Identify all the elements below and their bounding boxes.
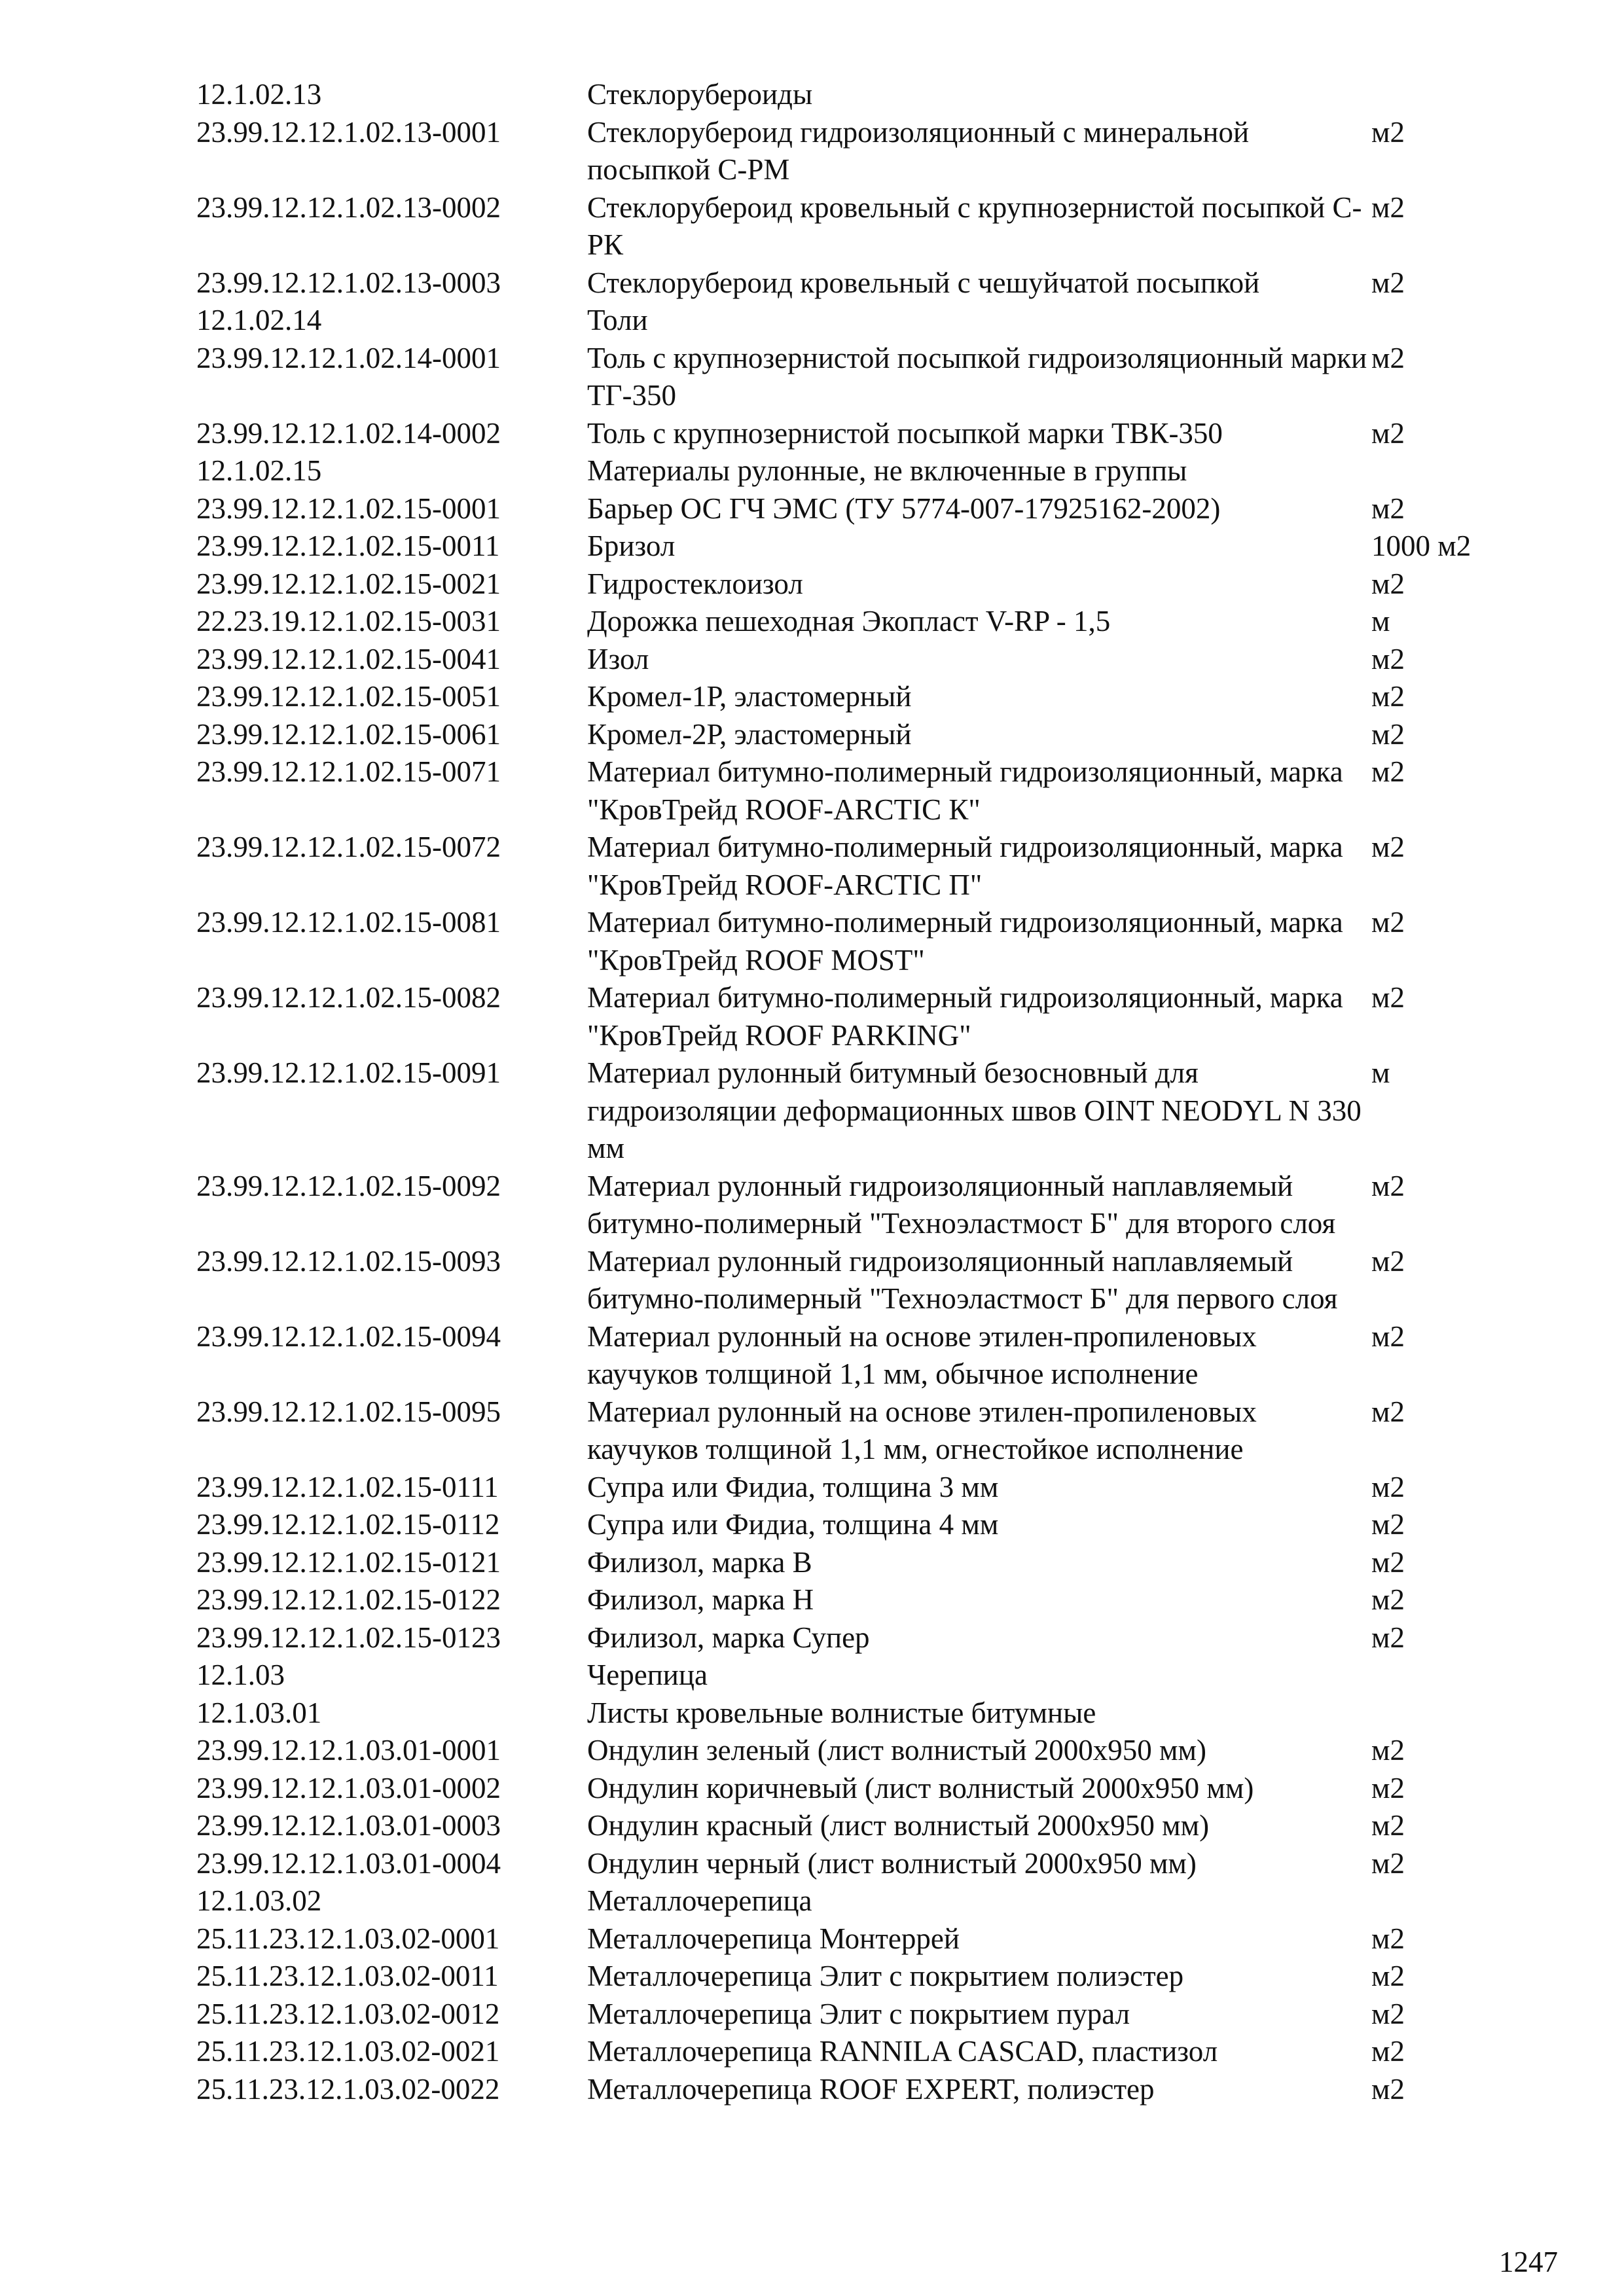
row-code: 25.11.23.12.1.03.02-0001: [196, 1922, 500, 1955]
table-row: [196, 340, 1542, 415]
row-code: 23.99.12.12.1.02.15-0092: [196, 1169, 501, 1202]
row-name: Материалы рулонные, не включенные в группы: [587, 454, 1187, 487]
row-code: 12.1.02.14: [196, 304, 322, 336]
table-row: [196, 1581, 1542, 1619]
row-name: Филизол, марка В: [587, 1545, 812, 1579]
row-name: Листы кровельные волнистые битумные: [587, 1696, 1096, 1729]
row-unit: м2: [1371, 981, 1405, 1014]
row-name: Материал битумно-полимерный гидроизоляционный, марка "КровТрейд ROOF-ARCTIC К": [587, 755, 1343, 826]
row-name: Ондулин красный (лист волнистый 2000х950 мм): [587, 1809, 1210, 1842]
row-unit: м2: [1371, 1621, 1405, 1654]
row-code: 23.99.12.12.1.02.14-0001: [196, 341, 501, 374]
row-code: 23.99.12.12.1.02.15-0112: [196, 1508, 500, 1541]
row-code: 12.1.03.01: [196, 1696, 322, 1729]
table-row: [196, 1770, 1542, 1808]
row-name: Толь с крупнозернистой посыпкой гидроизоляционный марки ТГ-350: [587, 341, 1367, 412]
row-name: Материал рулонный на основе этилен-пропиленовых каучуков толщиной 1,1 мм, огнестойкое исполнение: [587, 1395, 1257, 1465]
row-name: Филизол, марка Н: [587, 1583, 814, 1616]
row-code: 23.99.12.12.1.02.15-0123: [196, 1621, 501, 1654]
row-unit: м2: [1371, 755, 1405, 788]
row-name: Металлочерепица ROOF EXPERT, полиэстер: [587, 2072, 1155, 2106]
row-name: Филизол, марка Супер: [587, 1621, 870, 1654]
row-name: Стеклорубероид кровельный с крупнозернистой посыпкой С-РК: [587, 190, 1362, 261]
row-name: Ондулин коричневый (лист волнистый 2000х950 мм): [587, 1771, 1254, 1804]
table-row: [196, 904, 1542, 979]
table-row: [196, 2071, 1542, 2109]
row-unit: м2: [1371, 1244, 1405, 1278]
row-name: Супра или Фидиа, толщина 4 мм: [587, 1508, 999, 1541]
row-unit: м2: [1371, 1771, 1405, 1804]
row-name: Гидростеклоизол: [587, 567, 803, 600]
row-code: 23.99.12.12.1.03.01-0004: [196, 1846, 501, 1880]
classifier-rows: [196, 76, 1542, 2108]
row-code: 23.99.12.12.1.02.15-0072: [196, 831, 501, 863]
table-row: [196, 641, 1542, 679]
row-code: 23.99.12.12.1.02.15-0091: [196, 1056, 501, 1089]
table-row: [196, 1506, 1542, 1544]
table-row: [196, 1882, 1542, 1920]
row-unit: м2: [1371, 1734, 1405, 1767]
row-unit: м: [1371, 605, 1390, 637]
row-unit: м2: [1371, 115, 1405, 149]
row-unit: м2: [1371, 416, 1405, 450]
row-unit: м2: [1371, 266, 1405, 299]
row-name: Материал битумно-полимерный гидроизоляционный, марка "КровТрейд ROOF-ARCTIC П": [587, 831, 1343, 901]
row-name: Ондулин черный (лист волнистый 2000х950 мм): [587, 1846, 1197, 1880]
row-unit: м2: [1371, 1169, 1405, 1202]
table-row: [196, 490, 1542, 528]
table-row: [196, 1393, 1542, 1469]
table-row: [196, 1845, 1542, 1883]
row-name: Материал рулонный на основе этилен-пропиленовых каучуков толщиной 1,1 мм, обычное исполнение: [587, 1319, 1257, 1390]
row-unit: м2: [1371, 642, 1405, 675]
table-row: [196, 603, 1542, 641]
row-name: Металлочерепица Элит с покрытием пурал: [587, 1997, 1130, 2030]
row-code: 23.99.12.12.1.02.13-0001: [196, 115, 501, 149]
row-unit: 1000 м2: [1371, 529, 1471, 562]
row-code: 23.99.12.12.1.02.15-0094: [196, 1319, 501, 1353]
row-code: 25.11.23.12.1.03.02-0011: [196, 1960, 499, 1992]
row-code: 23.99.12.12.1.02.15-0082: [196, 981, 501, 1014]
row-unit: м2: [1371, 1809, 1405, 1842]
row-unit: [1371, 1695, 1542, 1732]
row-code: 25.11.23.12.1.03.02-0022: [196, 2072, 500, 2106]
row-name: Черепица: [587, 1659, 708, 1691]
row-name: Металлочерепица: [587, 1884, 812, 1917]
row-unit: м2: [1371, 567, 1405, 600]
row-name: Дорожка пешеходная Экопласт V-RP - 1,5: [587, 605, 1111, 637]
table-row: [196, 76, 1542, 114]
table-row: [196, 1732, 1542, 1770]
table-row: [196, 189, 1542, 264]
row-unit: [1371, 76, 1542, 114]
row-name: Изол: [587, 642, 649, 675]
table-row: [196, 829, 1542, 904]
row-name: Металлочерепица Монтеррей: [587, 1922, 960, 1955]
row-unit: м2: [1371, 1319, 1405, 1353]
row-name: Материал битумно-полимерный гидроизоляционный, марка "КровТрейд ROOF PARKING": [587, 981, 1343, 1052]
row-code: 12.1.03.02: [196, 1884, 322, 1917]
table-row: [196, 1996, 1542, 2034]
row-unit: м2: [1371, 492, 1405, 525]
table-row: [196, 302, 1542, 340]
row-code: 23.99.12.12.1.02.15-0021: [196, 567, 501, 600]
row-name: Барьер ОС ГЧ ЭМС (ТУ 5774-007-17925162-2002): [587, 492, 1221, 525]
table-row: [196, 452, 1542, 490]
table-row: [196, 979, 1542, 1054]
row-unit: м2: [1371, 341, 1405, 374]
table-row: [196, 716, 1542, 754]
row-unit: м2: [1371, 1922, 1405, 1955]
table-row: [196, 1695, 1542, 1732]
row-unit: [1371, 452, 1542, 490]
row-unit: м2: [1371, 190, 1405, 224]
table-row: [196, 1168, 1542, 1243]
row-unit: м2: [1371, 1960, 1405, 1992]
row-name: Толь с крупнозернистой посыпкой марки ТВК-350: [587, 416, 1223, 450]
row-unit: м2: [1371, 2072, 1405, 2106]
row-code: 25.11.23.12.1.03.02-0012: [196, 1997, 500, 2030]
row-code: 23.99.12.12.1.02.13-0002: [196, 190, 501, 224]
table-row: [196, 1243, 1542, 1318]
row-unit: м2: [1371, 1395, 1405, 1428]
row-name: Кромел-1Р, эластомерный: [587, 680, 912, 713]
table-row: [196, 415, 1542, 453]
row-code: 12.1.02.13: [196, 78, 322, 111]
row-unit: м2: [1371, 1583, 1405, 1616]
row-code: 23.99.12.12.1.03.01-0002: [196, 1771, 501, 1804]
table-row: [196, 1544, 1542, 1582]
row-unit: м2: [1371, 717, 1405, 751]
row-code: 23.99.12.12.1.02.15-0095: [196, 1395, 501, 1428]
row-code: 23.99.12.12.1.02.14-0002: [196, 416, 501, 450]
row-name: Материал рулонный битумный безосновный для гидроизоляции деформационных швов OINT NEODYL N 330 мм: [587, 1056, 1362, 1164]
row-name: Толи: [587, 304, 648, 336]
row-unit: [1371, 1657, 1542, 1695]
row-name: Супра или Фидиа, толщина 3 мм: [587, 1470, 999, 1503]
row-unit: м2: [1371, 1545, 1405, 1579]
row-unit: м: [1371, 1056, 1390, 1089]
row-code: 23.99.12.12.1.02.15-0111: [196, 1470, 499, 1503]
table-row: [196, 1958, 1542, 1996]
table-row: [196, 565, 1542, 603]
table-row: [196, 1807, 1542, 1845]
row-code: 23.99.12.12.1.03.01-0003: [196, 1809, 501, 1842]
table-row: [196, 1054, 1542, 1168]
row-code: 23.99.12.12.1.02.15-0093: [196, 1244, 501, 1278]
row-code: 23.99.12.12.1.02.15-0011: [196, 529, 500, 562]
row-code: 23.99.12.12.1.02.15-0071: [196, 755, 501, 788]
row-name: Кромел-2Р, эластомерный: [587, 717, 912, 751]
table-row: [196, 114, 1542, 189]
row-code: 23.99.12.12.1.02.15-0121: [196, 1545, 501, 1579]
row-unit: м2: [1371, 1470, 1405, 1503]
row-code: 23.99.12.12.1.03.01-0001: [196, 1734, 501, 1767]
row-code: 23.99.12.12.1.02.15-0081: [196, 906, 501, 939]
row-unit: м2: [1371, 1846, 1405, 1880]
row-unit: м2: [1371, 2035, 1405, 2068]
row-code: 23.99.12.12.1.02.13-0003: [196, 266, 501, 299]
row-unit: [1371, 302, 1542, 340]
row-code: 22.23.19.12.1.02.15-0031: [196, 605, 501, 637]
table-row: [196, 1318, 1542, 1393]
table-row: [196, 1657, 1542, 1695]
row-name: Бризол: [587, 529, 676, 562]
table-row: [196, 753, 1542, 829]
row-code: 23.99.12.12.1.02.15-0001: [196, 492, 501, 525]
row-unit: м2: [1371, 1508, 1405, 1541]
row-code: 23.99.12.12.1.02.15-0061: [196, 717, 501, 751]
row-unit: м2: [1371, 906, 1405, 939]
row-unit: м2: [1371, 831, 1405, 863]
page-number: 1247: [1499, 2246, 1558, 2278]
classifier-table: [196, 76, 1542, 2108]
table-row: [196, 678, 1542, 716]
row-code: 12.1.03: [196, 1659, 285, 1691]
row-name: Ондулин зеленый (лист волнистый 2000х950 мм): [587, 1734, 1206, 1767]
table-row: [196, 1920, 1542, 1958]
row-code: 23.99.12.12.1.02.15-0041: [196, 642, 501, 675]
row-code: 23.99.12.12.1.02.15-0122: [196, 1583, 501, 1616]
row-name: Стеклорубероид гидроизоляционный с минеральной посыпкой С-РМ: [587, 115, 1250, 186]
table-row: [196, 1619, 1542, 1657]
row-code: 25.11.23.12.1.03.02-0021: [196, 2035, 500, 2068]
table-row: [196, 528, 1542, 565]
row-name: Материал рулонный гидроизоляционный наплавляемый битумно-полимерный "Техноэластмост Б" для второго слоя: [587, 1169, 1336, 1240]
row-name: Металлочерепица Элит с покрытием полиэстер: [587, 1960, 1184, 1992]
row-name: Материал рулонный гидроизоляционный наплавляемый битумно-полимерный "Техноэластмост Б" для первого слоя: [587, 1244, 1338, 1315]
row-code: 23.99.12.12.1.02.15-0051: [196, 680, 501, 713]
row-name: Стеклорубероиды: [587, 78, 813, 111]
table-row: [196, 1469, 1542, 1507]
row-name: Металлочерепица RANNILA CASCAD, пластизол: [587, 2035, 1218, 2068]
row-name: Стеклорубероид кровельный с чешуйчатой посыпкой: [587, 266, 1260, 299]
table-row: [196, 2033, 1542, 2071]
table-row: [196, 264, 1542, 302]
row-code: 12.1.02.15: [196, 454, 322, 487]
row-unit: м2: [1371, 1997, 1405, 2030]
row-name: Материал битумно-полимерный гидроизоляционный, марка "КровТрейд ROOF MOST": [587, 906, 1343, 977]
row-unit: [1371, 1882, 1542, 1920]
row-unit: м2: [1371, 680, 1405, 713]
